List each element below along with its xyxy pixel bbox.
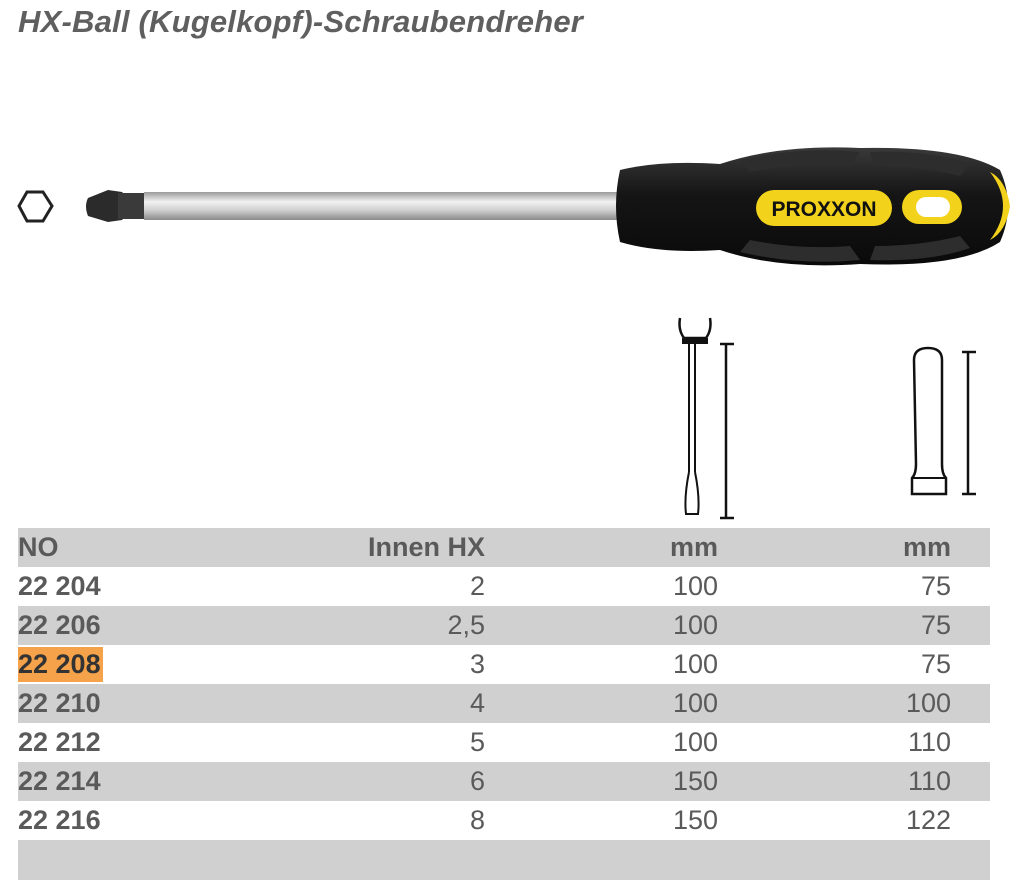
highlight-marker: 22 208 <box>18 647 103 682</box>
cell-blade-mm: 100 <box>672 610 718 640</box>
table-row <box>18 606 990 645</box>
cell-blade-mm: 100 <box>672 571 718 601</box>
table-footer-row <box>18 840 990 880</box>
table-row <box>18 723 990 762</box>
cell-handle-mm: 75 <box>920 571 951 601</box>
cell-blade-mm: 150 <box>672 766 718 796</box>
cell-hx: 5 <box>469 727 485 757</box>
cell-hx: 6 <box>469 766 485 796</box>
shaft <box>144 192 626 220</box>
cell-hx: 2 <box>469 571 485 601</box>
table-row <box>18 567 990 606</box>
cell-blade-mm: 100 <box>672 727 718 757</box>
cell-no: 22 206 <box>18 610 101 640</box>
header-hx: Innen HX <box>367 532 485 562</box>
cell-handle-mm: 75 <box>920 649 951 679</box>
table-header-row <box>18 528 990 567</box>
cell-hx: 3 <box>469 649 485 679</box>
cell-hx: 8 <box>469 805 485 835</box>
cell-hx: 4 <box>469 688 485 718</box>
cell-handle-mm: 122 <box>905 805 951 835</box>
table-row <box>18 684 990 723</box>
blade-length-icon <box>672 312 744 524</box>
cell-handle-mm: 100 <box>905 688 951 718</box>
spec-table <box>18 528 990 880</box>
cell-handle-mm: 110 <box>907 727 951 757</box>
cell-no: 22 210 <box>18 688 101 718</box>
table-row <box>18 762 990 801</box>
handle-length-icon <box>900 344 980 500</box>
cell-no <box>18 645 238 684</box>
cell-blade-mm: 150 <box>672 805 718 835</box>
hex-profile-icon <box>19 192 52 221</box>
cell-no: 22 214 <box>18 766 101 796</box>
table-row <box>18 801 990 840</box>
cell-blade-mm: 100 <box>672 649 718 679</box>
cell-handle-mm: 75 <box>920 610 951 640</box>
header-no: NO <box>18 532 59 562</box>
header-blade-mm: mm <box>669 532 718 562</box>
header-handle-mm: mm <box>902 532 951 562</box>
cell-blade-mm: 100 <box>672 688 718 718</box>
cell-no: 22 204 <box>18 571 101 601</box>
page-title: HX-Ball (Kugelkopf)-Schraubendreher <box>18 4 584 39</box>
brand-label: PROXXON <box>771 198 877 221</box>
cell-handle-mm: 110 <box>907 766 951 796</box>
table-row-highlighted <box>18 645 990 684</box>
cell-hx: 2,5 <box>447 610 485 640</box>
screwdriver-product-image <box>0 130 1024 290</box>
cell-no: 22 216 <box>18 805 101 835</box>
cell-no: 22 212 <box>18 727 101 757</box>
